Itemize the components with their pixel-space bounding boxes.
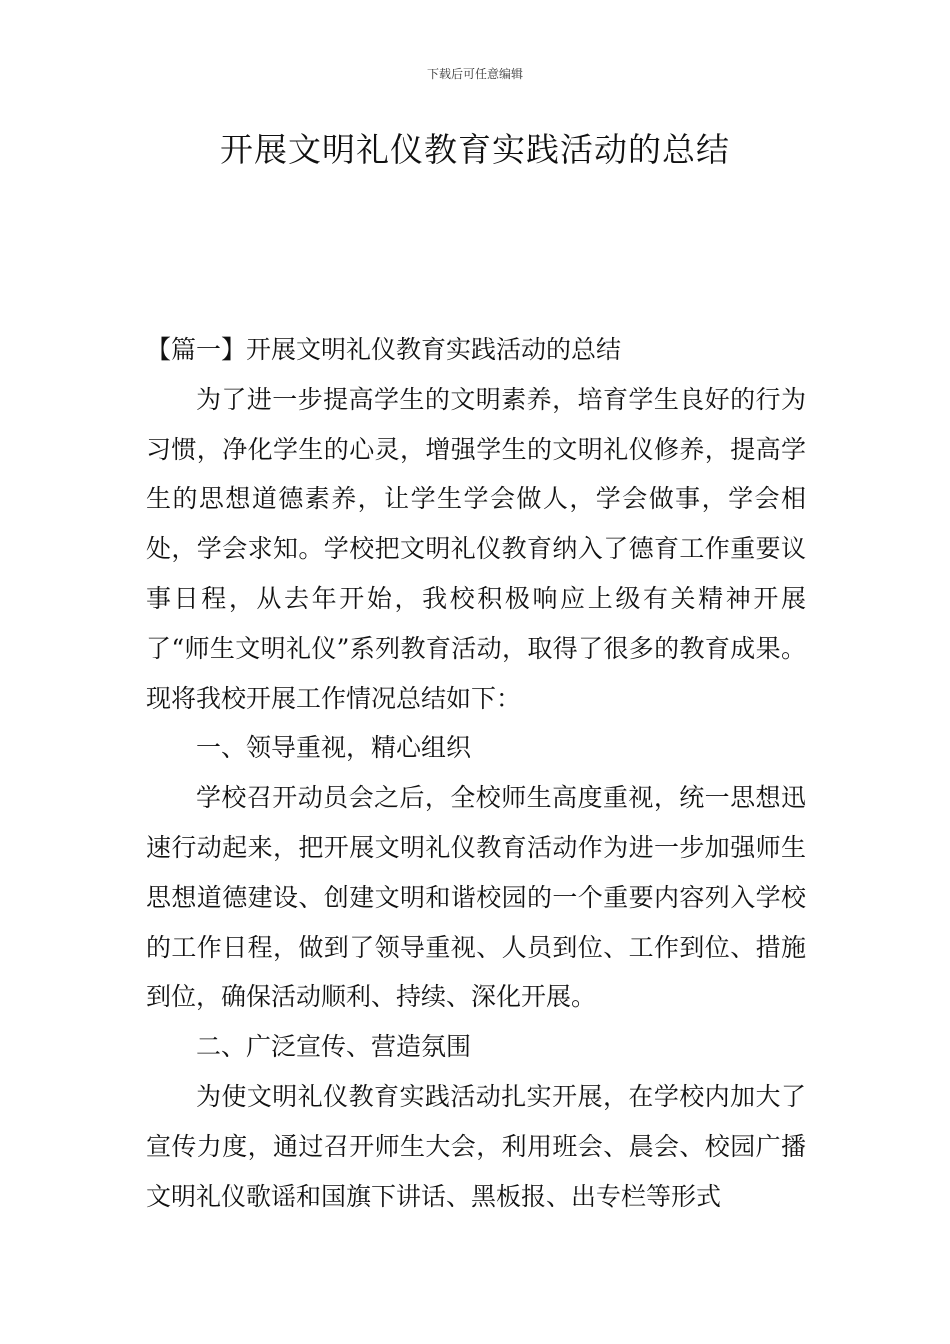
paragraph-section-two: 为使文明礼仪教育实践活动扎实开展，在学校内加大了宣传力度，通过召开师生大会，利用班会、晨会、校园广播文明礼仪歌谣和国旗下讲话、黑板报、出专栏等形式 [146,1081,806,1211]
header-note: 下载后可任意编辑 [426,67,523,81]
heading-section-one: 一、领导重视，精心组织 [196,733,472,763]
section-label: 【篇一】开展文明礼仪教育实践活动的总结 [146,335,622,364]
paragraph-intro: 为了进一步提高学生的文明素养，培育学生良好的行为习惯，净化学生的心灵，增强学生的文明礼仪修养，提高学生的思想道德素养，让学生学会做人，学会做事，学会相处，学会求知。学校把文明礼仪教育纳入了德育工作重要议事日程，从去年开始，我校积极响应上级有关精神开展了“师生文明礼仪”系列教育活动，取得了很多的教育成果。现将我校开展工作情况总结如下： [146,384,806,713]
page-title: 开展文明礼仪教育实践活动的总结 [220,130,730,169]
heading-section-two: 二、广泛宣传、营造氛围 [196,1032,472,1062]
document-body [146,325,806,1221]
paragraph-section-one: 学校召开动员会之后，全校师生高度重视，统一思想迅速行动起来，把开展文明礼仪教育活动作为进一步加强师生思想道德建设、创建文明和谐校园的一个重要内容列入学校的工作日程，做到了领导重视、人员到位、工作到位、措施到位，确保活动顺利、持续、深化开展。 [146,783,806,1012]
